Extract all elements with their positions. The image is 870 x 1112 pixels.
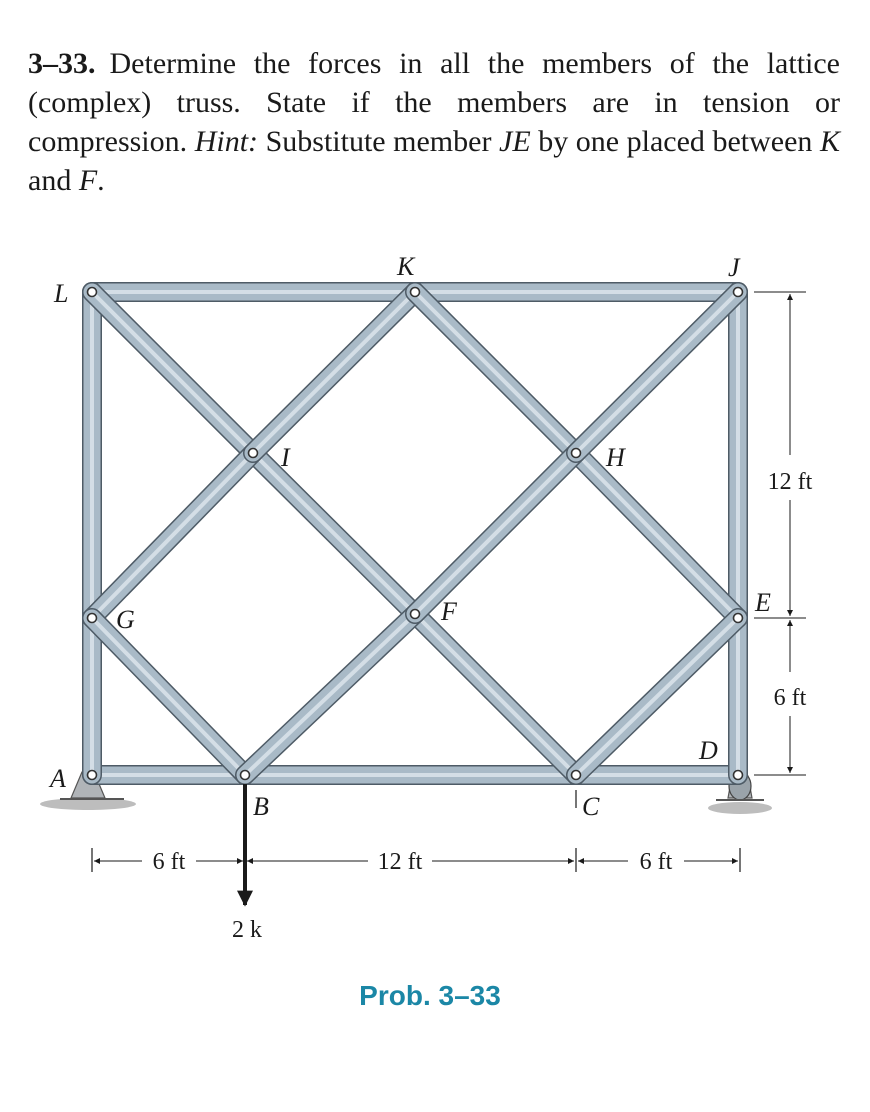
member-ik [253,292,415,453]
figure-caption: Prob. 3–33 [359,980,501,1011]
member-fh [415,453,576,614]
pin-a [88,771,97,780]
pin-l [88,288,97,297]
dim-cd-label: 6 ft [639,849,673,875]
member-gb-highlight [92,618,245,775]
label-j: J [728,253,740,282]
problem-number: 3–33. [28,47,96,80]
dim-ab-label: 6 ft [152,849,186,875]
member-li-highlight [92,292,253,453]
label-h: H [606,443,625,472]
label-d: D [699,736,718,765]
vertical-dimensions [754,292,813,775]
label-f: F [441,597,457,626]
member-gb [92,618,245,775]
label-i: I [281,443,290,472]
member-he-highlight [576,453,738,618]
member-bf-highlight [245,614,415,775]
problem-text-4: and [28,164,79,197]
label-b: B [253,792,269,821]
label-g: G [116,605,135,634]
member-ik-highlight [253,292,415,453]
pin-i [249,449,258,458]
label-c: C [582,792,600,821]
dim-ed-label: 6 ft [773,685,807,711]
load-value: 2 k [232,917,262,943]
member-if [253,453,415,614]
dim-bc-label: 12 ft [377,849,423,875]
joint-f-ref: F [78,164,98,197]
pin-f [411,610,420,619]
member-hj-highlight [576,292,738,453]
pin-d [734,771,743,780]
member-je-ref: JE [499,125,531,158]
member-gi [92,453,253,618]
problem-text-3: by one placed between [530,125,820,158]
horizontal-dimensions [92,848,740,875]
pin-c [572,771,581,780]
member-fc-highlight [415,614,576,775]
member-kh-highlight [415,292,576,453]
pin-e [734,614,743,623]
member-if-highlight [253,453,415,614]
member-kh [415,292,576,453]
label-a: A [50,764,66,793]
dim-je-label: 12 ft [767,469,813,495]
hint-label: Hint: [194,125,259,158]
pin-k [411,288,420,297]
problem-text-2: Substitute member [258,125,500,158]
pin-h [572,449,581,458]
problem-text-5: . [97,164,105,197]
label-e: E [755,588,771,617]
truss-members [92,292,738,775]
pin-g [88,614,97,623]
pin-j [734,288,743,297]
member-hj [576,292,738,453]
joint-k-ref: K [820,125,841,158]
member-bf [245,614,415,775]
label-k: K [397,252,415,281]
member-fc [415,614,576,775]
pin-b [241,771,250,780]
ground-shadow-d [708,802,772,814]
member-gi-highlight [92,453,253,618]
label-l: L [54,279,69,308]
member-li [92,292,253,453]
member-he [576,453,738,618]
member-fh-highlight [415,453,576,614]
problem-text-1: Determine the forces in all the members of the lattice (complex) truss. State if the members are in tension or compression. [28,47,840,158]
